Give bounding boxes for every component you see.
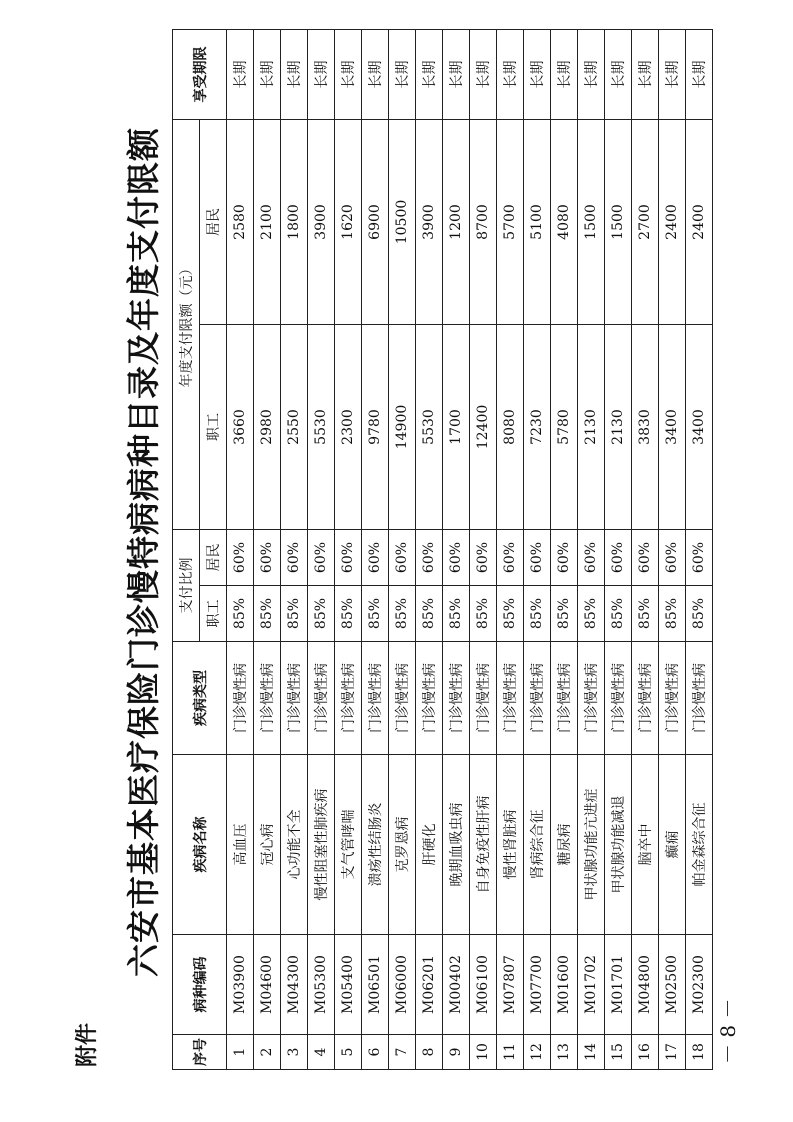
row-disease-type: 门诊慢性病: [497, 642, 524, 755]
row-seq: 8: [416, 1035, 443, 1070]
table-row: [470, 30, 497, 1070]
row-worker-ratio: 85%: [335, 586, 362, 642]
row-seq: 10: [470, 1035, 497, 1070]
row-worker-limit: 12400: [470, 325, 497, 530]
table-row: [443, 30, 470, 1070]
row-code: M00402: [443, 935, 470, 1035]
row-disease-type: 门诊慢性病: [605, 642, 632, 755]
row-disease-type: 门诊慢性病: [362, 642, 389, 755]
row-disease-name: 支气管哮喘: [335, 755, 362, 935]
row-period: 长期: [281, 30, 308, 120]
row-seq: 6: [362, 1035, 389, 1070]
header-ratio: 支付比例: [173, 530, 200, 642]
row-disease-name: 癫痫: [659, 755, 686, 935]
row-period: 长期: [686, 30, 713, 120]
row-resident-ratio: 60%: [254, 530, 281, 586]
row-resident-limit: 2100: [254, 120, 281, 325]
row-worker-limit: 3660: [227, 325, 254, 530]
row-worker-ratio: 85%: [551, 586, 578, 642]
header-ratio-resident: 居民: [200, 530, 227, 586]
row-code: M04600: [254, 935, 281, 1035]
row-code: M05300: [308, 935, 335, 1035]
row-worker-limit: 8080: [497, 325, 524, 530]
header-period: 享受期限: [173, 30, 227, 120]
row-resident-ratio: 60%: [308, 530, 335, 586]
row-resident-ratio: 60%: [227, 530, 254, 586]
row-disease-type: 门诊慢性病: [254, 642, 281, 755]
row-period: 长期: [632, 30, 659, 120]
row-worker-limit: 1700: [443, 325, 470, 530]
row-worker-limit: 2130: [605, 325, 632, 530]
row-period: 长期: [308, 30, 335, 120]
row-worker-ratio: 85%: [416, 586, 443, 642]
row-seq: 15: [605, 1035, 632, 1070]
row-seq: 16: [632, 1035, 659, 1070]
row-period: 长期: [335, 30, 362, 120]
row-worker-ratio: 85%: [605, 586, 632, 642]
disease-table: [172, 29, 713, 1070]
row-code: M07807: [497, 935, 524, 1035]
row-seq: 5: [335, 1035, 362, 1070]
row-code: M05400: [335, 935, 362, 1035]
row-worker-limit: 5530: [416, 325, 443, 530]
table-row: [659, 30, 686, 1070]
row-resident-limit: 2400: [686, 120, 713, 325]
row-resident-ratio: 60%: [497, 530, 524, 586]
row-worker-ratio: 85%: [632, 586, 659, 642]
row-worker-limit: 5530: [308, 325, 335, 530]
row-worker-limit: 2130: [578, 325, 605, 530]
row-disease-type: 门诊慢性病: [389, 642, 416, 755]
row-seq: 11: [497, 1035, 524, 1070]
row-disease-type: 门诊慢性病: [632, 642, 659, 755]
row-disease-name: 自身免疫性肝病: [470, 755, 497, 935]
row-resident-limit: 2700: [632, 120, 659, 325]
row-worker-limit: 3400: [686, 325, 713, 530]
table-row: [308, 30, 335, 1070]
header-limit-worker: 职工: [200, 325, 227, 530]
header-limit-resident: 居民: [200, 120, 227, 325]
row-disease-name: 糖尿病: [551, 755, 578, 935]
row-disease-name: 克罗恩病: [389, 755, 416, 935]
row-period: 长期: [551, 30, 578, 120]
table-row: [362, 30, 389, 1070]
row-disease-name: 慢性阻塞性肺疾病: [308, 755, 335, 935]
row-disease-name: 甲状腺功能亢进症: [578, 755, 605, 935]
row-worker-limit: 5780: [551, 325, 578, 530]
row-worker-ratio: 85%: [227, 586, 254, 642]
row-resident-limit: 4080: [551, 120, 578, 325]
row-code: M02300: [686, 935, 713, 1035]
row-resident-ratio: 60%: [443, 530, 470, 586]
table-row: [578, 30, 605, 1070]
row-disease-type: 门诊慢性病: [470, 642, 497, 755]
row-seq: 4: [308, 1035, 335, 1070]
row-worker-ratio: 85%: [389, 586, 416, 642]
row-seq: 14: [578, 1035, 605, 1070]
row-resident-limit: 6900: [362, 120, 389, 325]
document-title: 六安市基本医疗保险门诊慢特病病种目录及年度支付限额: [124, 127, 163, 977]
row-resident-limit: 1800: [281, 120, 308, 325]
row-code: M06501: [362, 935, 389, 1035]
row-seq: 18: [686, 1035, 713, 1070]
row-resident-limit: 3900: [308, 120, 335, 325]
row-resident-ratio: 60%: [578, 530, 605, 586]
row-disease-type: 门诊慢性病: [416, 642, 443, 755]
table-row: [389, 30, 416, 1070]
row-seq: 9: [443, 1035, 470, 1070]
row-disease-name: 肝硬化: [416, 755, 443, 935]
row-disease-name: 甲状腺功能减退: [605, 755, 632, 935]
row-worker-ratio: 85%: [308, 586, 335, 642]
row-worker-limit: 2300: [335, 325, 362, 530]
row-period: 长期: [389, 30, 416, 120]
row-code: M06100: [470, 935, 497, 1035]
row-resident-ratio: 60%: [686, 530, 713, 586]
row-disease-name: 脑卒中: [632, 755, 659, 935]
row-disease-name: 晚期血吸虫病: [443, 755, 470, 935]
header-name: 疾病名称: [173, 755, 227, 935]
row-worker-limit: 9780: [362, 325, 389, 530]
row-resident-limit: 2400: [659, 120, 686, 325]
row-worker-limit: 3400: [659, 325, 686, 530]
row-disease-name: 慢性肾脏病: [497, 755, 524, 935]
row-period: 长期: [605, 30, 632, 120]
row-disease-name: 冠心病: [254, 755, 281, 935]
row-period: 长期: [497, 30, 524, 120]
row-disease-type: 门诊慢性病: [443, 642, 470, 755]
row-code: M03900: [227, 935, 254, 1035]
table-row: [524, 30, 551, 1070]
annex-label: 附件: [75, 1022, 100, 1067]
row-resident-limit: 1200: [443, 120, 470, 325]
row-disease-name: 帕金森综合征: [686, 755, 713, 935]
row-disease-type: 门诊慢性病: [524, 642, 551, 755]
row-code: M04800: [632, 935, 659, 1035]
row-disease-name: 心功能不全: [281, 755, 308, 935]
row-worker-limit: 3830: [632, 325, 659, 530]
row-disease-type: 门诊慢性病: [578, 642, 605, 755]
row-period: 长期: [362, 30, 389, 120]
row-period: 长期: [578, 30, 605, 120]
row-period: 长期: [227, 30, 254, 120]
table-row: [281, 30, 308, 1070]
row-disease-name: 肾病综合征: [524, 755, 551, 935]
table-row: [416, 30, 443, 1070]
row-resident-ratio: 60%: [659, 530, 686, 586]
row-period: 长期: [659, 30, 686, 120]
row-resident-limit: 8700: [470, 120, 497, 325]
row-seq: 3: [281, 1035, 308, 1070]
row-disease-type: 门诊慢性病: [308, 642, 335, 755]
header-ratio-worker: 职工: [200, 586, 227, 642]
row-disease-type: 门诊慢性病: [227, 642, 254, 755]
row-code: M06201: [416, 935, 443, 1035]
row-code: M01702: [578, 935, 605, 1035]
row-resident-limit: 10500: [389, 120, 416, 325]
row-resident-limit: 1500: [578, 120, 605, 325]
row-worker-limit: 14900: [389, 325, 416, 530]
row-worker-ratio: 85%: [686, 586, 713, 642]
header-code: 病种编码: [173, 935, 227, 1035]
table-row: [605, 30, 632, 1070]
table-row: [227, 30, 254, 1070]
row-seq: 2: [254, 1035, 281, 1070]
row-code: M02500: [659, 935, 686, 1035]
row-worker-ratio: 85%: [281, 586, 308, 642]
row-resident-ratio: 60%: [551, 530, 578, 586]
row-resident-limit: 1500: [605, 120, 632, 325]
row-disease-type: 门诊慢性病: [335, 642, 362, 755]
row-resident-ratio: 60%: [524, 530, 551, 586]
row-resident-ratio: 60%: [416, 530, 443, 586]
row-code: M01600: [551, 935, 578, 1035]
row-code: M07700: [524, 935, 551, 1035]
header-limit: 年度支付限额（元）: [173, 120, 200, 530]
page-number: － 8 －: [716, 998, 740, 1064]
row-seq: 7: [389, 1035, 416, 1070]
table-row: [254, 30, 281, 1070]
table-row: [686, 30, 713, 1070]
table-row: [551, 30, 578, 1070]
row-worker-limit: 7230: [524, 325, 551, 530]
row-seq: 1: [227, 1035, 254, 1070]
row-period: 长期: [254, 30, 281, 120]
row-period: 长期: [524, 30, 551, 120]
row-worker-limit: 2980: [254, 325, 281, 530]
row-worker-ratio: 85%: [254, 586, 281, 642]
table-body: [227, 30, 713, 1070]
row-resident-limit: 2580: [227, 120, 254, 325]
row-seq: 12: [524, 1035, 551, 1070]
row-code: M01701: [605, 935, 632, 1035]
row-disease-name: 高血压: [227, 755, 254, 935]
row-resident-ratio: 60%: [605, 530, 632, 586]
row-disease-type: 门诊慢性病: [686, 642, 713, 755]
row-resident-ratio: 60%: [281, 530, 308, 586]
row-resident-limit: 5700: [497, 120, 524, 325]
row-worker-ratio: 85%: [524, 586, 551, 642]
row-worker-ratio: 85%: [443, 586, 470, 642]
row-code: M06000: [389, 935, 416, 1035]
row-worker-ratio: 85%: [470, 586, 497, 642]
row-resident-ratio: 60%: [362, 530, 389, 586]
row-disease-type: 门诊慢性病: [659, 642, 686, 755]
row-worker-ratio: 85%: [578, 586, 605, 642]
row-worker-ratio: 85%: [362, 586, 389, 642]
row-disease-name: 溃疡性结肠炎: [362, 755, 389, 935]
row-disease-type: 门诊慢性病: [551, 642, 578, 755]
row-seq: 17: [659, 1035, 686, 1070]
row-seq: 13: [551, 1035, 578, 1070]
row-resident-ratio: 60%: [389, 530, 416, 586]
row-resident-ratio: 60%: [335, 530, 362, 586]
row-code: M04300: [281, 935, 308, 1035]
row-resident-limit: 1620: [335, 120, 362, 325]
row-worker-ratio: 85%: [497, 586, 524, 642]
row-period: 长期: [443, 30, 470, 120]
row-disease-type: 门诊慢性病: [281, 642, 308, 755]
table-row: [632, 30, 659, 1070]
row-period: 长期: [416, 30, 443, 120]
row-period: 长期: [470, 30, 497, 120]
row-resident-limit: 5100: [524, 120, 551, 325]
header-type: 疾病类型: [173, 642, 227, 755]
row-resident-limit: 3900: [416, 120, 443, 325]
header-seq: 序号: [173, 1035, 227, 1070]
table-row: [497, 30, 524, 1070]
table-row: [335, 30, 362, 1070]
row-worker-limit: 2550: [281, 325, 308, 530]
row-resident-ratio: 60%: [632, 530, 659, 586]
row-worker-ratio: 85%: [659, 586, 686, 642]
row-resident-ratio: 60%: [470, 530, 497, 586]
